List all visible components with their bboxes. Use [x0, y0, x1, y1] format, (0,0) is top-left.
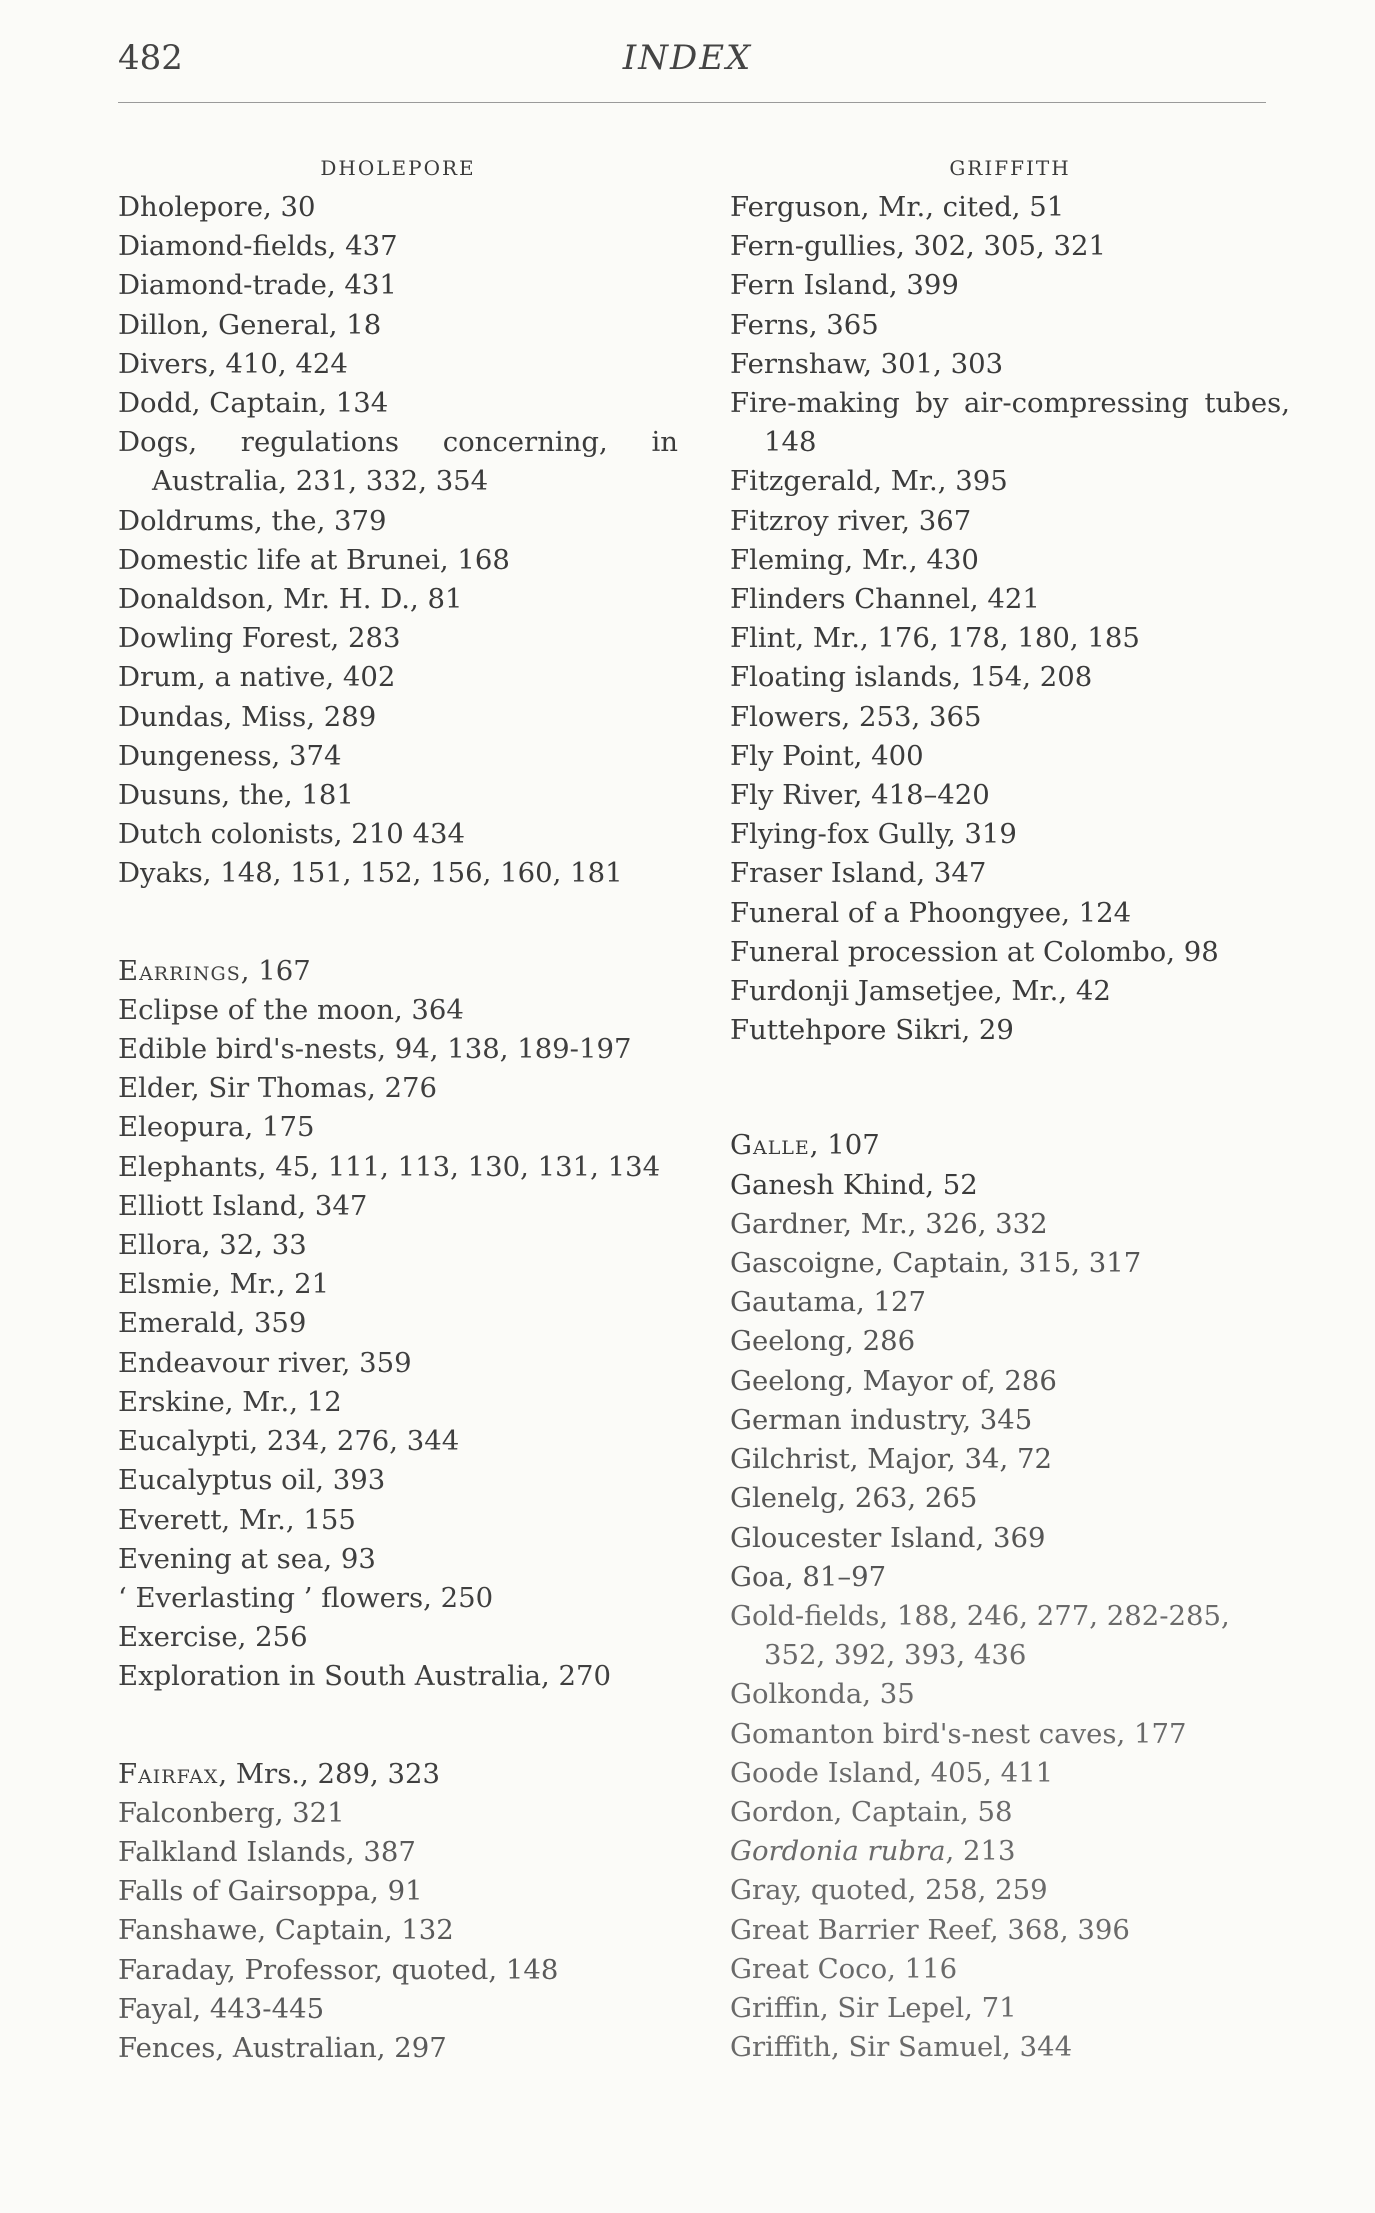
index-entry: German industry, 345 — [730, 1403, 1033, 1436]
index-entry: Endeavour river, 359 — [118, 1346, 412, 1379]
index-entry: Fly Point, 400 — [730, 739, 924, 772]
right-column — [730, 148, 1290, 2067]
index-entry: Floating islands, 154, 208 — [730, 661, 1093, 694]
index-entry: Flint, Mr., 176, 178, 180, 185 — [730, 622, 1140, 655]
index-entry-letter-g: Galle, 107 — [730, 1129, 880, 1162]
index-entry: Gray, quoted, 258, 259 — [730, 1874, 1048, 1907]
index-entry: Golkonda, 35 — [730, 1678, 915, 1711]
index-entry: Fraser Island, 347 — [730, 857, 987, 890]
index-entry: Emerald, 359 — [118, 1307, 307, 1340]
index-entry: Flowers, 253, 365 — [730, 700, 982, 733]
index-entry: Eucalyptus oil, 393 — [118, 1464, 386, 1497]
index-entry: Falkland Islands, 387 — [118, 1835, 416, 1868]
index-entry: Evening at sea, 93 — [118, 1542, 376, 1575]
index-entry: Great Coco, 116 — [730, 1952, 958, 1985]
index-entry: Dyaks, 148, 151, 152, 156, 160, 181 — [118, 857, 623, 890]
index-entry: Flinders Channel, 421 — [730, 583, 1040, 616]
index-entry-letter-e: Earrings, 167 — [118, 954, 311, 987]
index-entry: Gloucester Island, 369 — [730, 1521, 1046, 1554]
index-entry: Ellora, 32, 33 — [118, 1229, 307, 1262]
index-entry: Fire-making by air-compressing tubes, 148 — [730, 387, 1290, 459]
index-entry: Geelong, Mayor of, 286 — [730, 1364, 1057, 1397]
index-entry: Eleopura, 175 — [118, 1111, 315, 1144]
index-entry: Funeral of a Phoongyee, 124 — [730, 896, 1132, 929]
index-entry: Falls of Gairsoppa, 91 — [118, 1875, 423, 1908]
index-entry: Fences, Australian, 297 — [118, 2031, 447, 2064]
index-entry: Erskine, Mr., 12 — [118, 1385, 342, 1418]
index-entry: Fayal, 443-445 — [118, 1992, 325, 2025]
index-entry: Dowling Forest, 283 — [118, 622, 401, 655]
index-entry: Eucalypti, 234, 276, 344 — [118, 1425, 460, 1458]
index-entry: Drum, a native, 402 — [118, 661, 396, 694]
right-entry-list — [730, 188, 1290, 2067]
header-rule — [118, 102, 1266, 103]
running-title: INDEX — [622, 38, 753, 78]
index-entry: Dholepore, 30 — [118, 191, 316, 223]
index-entry: Faraday, Professor, quoted, 148 — [118, 1953, 559, 1986]
index-entry: Ganesh Khind, 52 — [730, 1168, 978, 1201]
index-entry: Fern Island, 399 — [730, 269, 959, 302]
index-entry: ‘ Everlasting ’ flowers, 250 — [118, 1581, 494, 1614]
index-entry: Gomanton bird's-nest caves, 177 — [730, 1717, 1187, 1750]
index-entry: Geelong, 286 — [730, 1325, 916, 1358]
index-entry: Ferguson, Mr., cited, 51 — [730, 191, 1065, 223]
index-entry: Doldrums, the, 379 — [118, 504, 387, 537]
index-entry: Eclipse of the moon, 364 — [118, 993, 464, 1026]
left-entry-list — [118, 188, 678, 2068]
index-entry: Gordon, Captain, 58 — [730, 1795, 1013, 1828]
index-entry: Dutch colonists, 210 434 — [118, 818, 465, 851]
index-entry: Domestic life at Brunei, 168 — [118, 543, 510, 576]
index-entry: Donaldson, Mr. H. D., 81 — [118, 583, 463, 616]
index-entry: Futtehpore Sikri, 29 — [730, 1014, 1014, 1047]
page-number: 482 — [118, 38, 183, 78]
index-entry-italic: Gordonia rubra, 213 — [730, 1835, 1016, 1868]
index-entry-letter-f: Fairfax, Mrs., 289, 323 — [118, 1757, 440, 1790]
index-entry: Fern-gullies, 302, 305, 321 — [730, 230, 1107, 263]
index-entry: Gilchrist, Major, 34, 72 — [730, 1443, 1052, 1476]
index-entry: Gardner, Mr., 326, 332 — [730, 1207, 1048, 1240]
index-entry: Edible bird's-nests, 94, 138, 189-197 — [118, 1033, 632, 1066]
right-column-heading: GRIFFITH — [949, 156, 1071, 180]
index-entry: Griffin, Sir Lepel, 71 — [730, 1991, 1017, 2024]
left-column — [118, 148, 678, 2068]
index-entry: Dungeness, 374 — [118, 739, 342, 772]
index-entry: Elliott Island, 347 — [118, 1189, 368, 1222]
index-entry: Fitzroy river, 367 — [730, 504, 972, 537]
index-entry: Exercise, 256 — [118, 1621, 308, 1654]
index-entry: Goa, 81–97 — [730, 1560, 887, 1593]
index-entry: Fleming, Mr., 430 — [730, 543, 979, 576]
index-entry: Fernshaw, 301, 303 — [730, 347, 1004, 380]
index-entry: Dusuns, the, 181 — [118, 779, 354, 812]
index-entry: Gascoigne, Captain, 315, 317 — [730, 1247, 1142, 1280]
index-entry: Falconberg, 321 — [118, 1796, 345, 1829]
index-entry: Goode Island, 405, 411 — [730, 1756, 1054, 1789]
index-entry: Gautama, 127 — [730, 1286, 926, 1319]
index-entry: Elsmie, Mr., 21 — [118, 1268, 330, 1301]
index-entry: Glenelg, 263, 265 — [730, 1482, 978, 1515]
index-entry: Everett, Mr., 155 — [118, 1503, 356, 1536]
index-entry: Diamond-fields, 437 — [118, 230, 398, 263]
index-entry: Dundas, Miss, 289 — [118, 700, 377, 733]
index-entry: Fanshawe, Captain, 132 — [118, 1914, 454, 1947]
index-entry: Diamond-trade, 431 — [118, 269, 397, 302]
index-entry: Dogs, regulations concerning, in Australia, 231, 332, 354 — [118, 426, 678, 498]
index-entry: Fly River, 418–420 — [730, 779, 990, 812]
index-entry: Exploration in South Australia, 270 — [118, 1660, 612, 1693]
index-entry: Elephants, 45, 111, 113, 130, 131, 134 — [118, 1150, 661, 1183]
index-entry: Gold-fields, 188, 246, 277, 282-285, 352, 392, 393, 436 — [730, 1599, 1230, 1672]
index-entry: Funeral procession at Colombo, 98 — [730, 935, 1219, 968]
left-column-heading: DHOLEPORE — [320, 156, 476, 180]
index-entry: Elder, Sir Thomas, 276 — [118, 1072, 438, 1105]
index-entry: Dodd, Captain, 134 — [118, 387, 389, 420]
index-entry: Divers, 410, 424 — [118, 347, 348, 380]
index-entry: Griffith, Sir Samuel, 344 — [730, 2031, 1073, 2064]
index-entry: Ferns, 365 — [730, 308, 879, 341]
index-entry: Great Barrier Reef, 368, 396 — [730, 1913, 1130, 1946]
index-entry: Flying-fox Gully, 319 — [730, 818, 1017, 851]
index-entry: Fitzgerald, Mr., 395 — [730, 465, 1008, 498]
index-entry: Furdonji Jamsetjee, Mr., 42 — [730, 975, 1111, 1008]
index-entry: Dillon, General, 18 — [118, 308, 382, 341]
